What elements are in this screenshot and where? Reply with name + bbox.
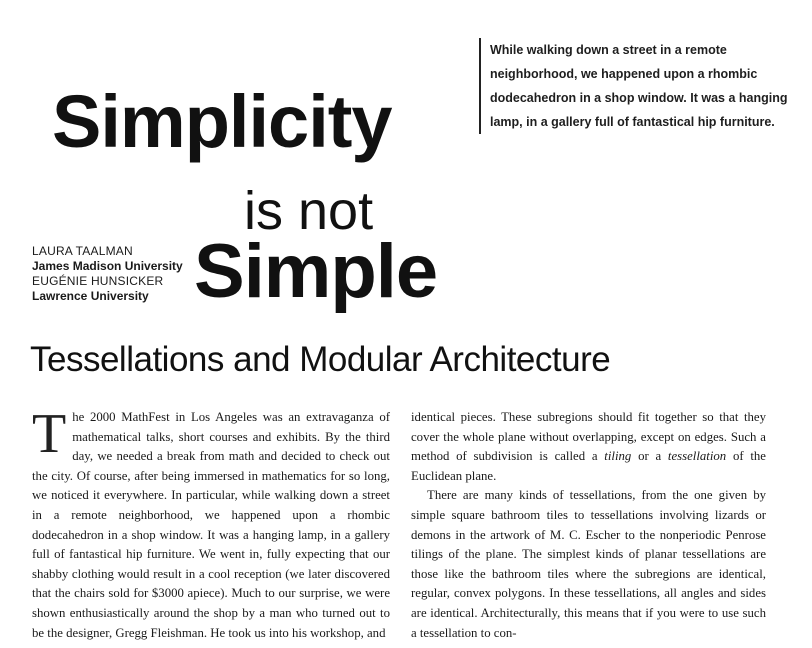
body-paragraph: There are many kinds of tessellations, from the one given by simple square bathroom tiles to tessellations involving lizards or demons in the artwork of M. C. Escher to the nonperiodic Penrose tilings of the plane. The simplest kinds of planar tessellations are those like the bathroom tiles where the subregions are identical, regular, convex polygons. In these tessellations, all angles and sides are identical. Architecturally, this means that if you were to use such a tessellation to con- [411, 488, 766, 640]
body-paragraph [411, 408, 766, 486]
author-block [32, 244, 183, 304]
paragraph-text: of the Euclidean plane. [411, 449, 766, 483]
drop-cap: T [32, 403, 67, 465]
author-name: LAURA TAALMAN [32, 244, 133, 258]
article-subtitle: Tessellations and Modular Architecture [30, 340, 611, 379]
paragraph-text: he 2000 MathFest in Los Angeles was an extravaganza of mathematical talks, short courses and exhibits. By the third day, we needed a break from math and decided to check out the city. Of course, after being immersed in mathematics for so long, we noticed it everywhere. In particular, while walking down a street in a remote neighborhood, we happened upon a rhombic dodecahedron in a shop window. It was a hanging lamp, in a gallery full of fantastical hip furniture. We went in, fully expecting that our shabby clothing would result in a cool reception (we later discovered that the chairs sold for $3000 apiece). Much to our surprise, we were shown enthusiastically around the shop by a man who turned out to be the designer, Gregg Fleishman. He took us into his workshop, and [32, 410, 390, 640]
body-column-right [411, 408, 766, 643]
author-affiliation: James Madison University [32, 259, 183, 273]
paragraph-text: identical pieces. These subregions should fit together so that they cover the whole plane without overlapping, except on edges. Such a method of subdivision is called a [411, 410, 766, 464]
title-line-is-not: is not [244, 181, 374, 241]
term-tiling: tiling [604, 449, 632, 464]
body-column-left [32, 403, 390, 643]
title-line-simplicity: Simplicity [52, 80, 392, 163]
paragraph-text: or a [631, 449, 668, 464]
author-affiliation: Lawrence University [32, 289, 149, 303]
body-paragraph [32, 403, 390, 643]
pull-quote: While walking down a street in a remote neighborhood, we happened upon a rhombic dodecahedron in a shop window. It was a hanging lamp, in a gallery full of fantastical hip furniture. [479, 38, 790, 134]
term-tessellation: tessellation [667, 449, 727, 464]
author-name: EUGÉNIE HUNSICKER [32, 274, 164, 288]
title-line-simple: Simple [194, 229, 438, 314]
